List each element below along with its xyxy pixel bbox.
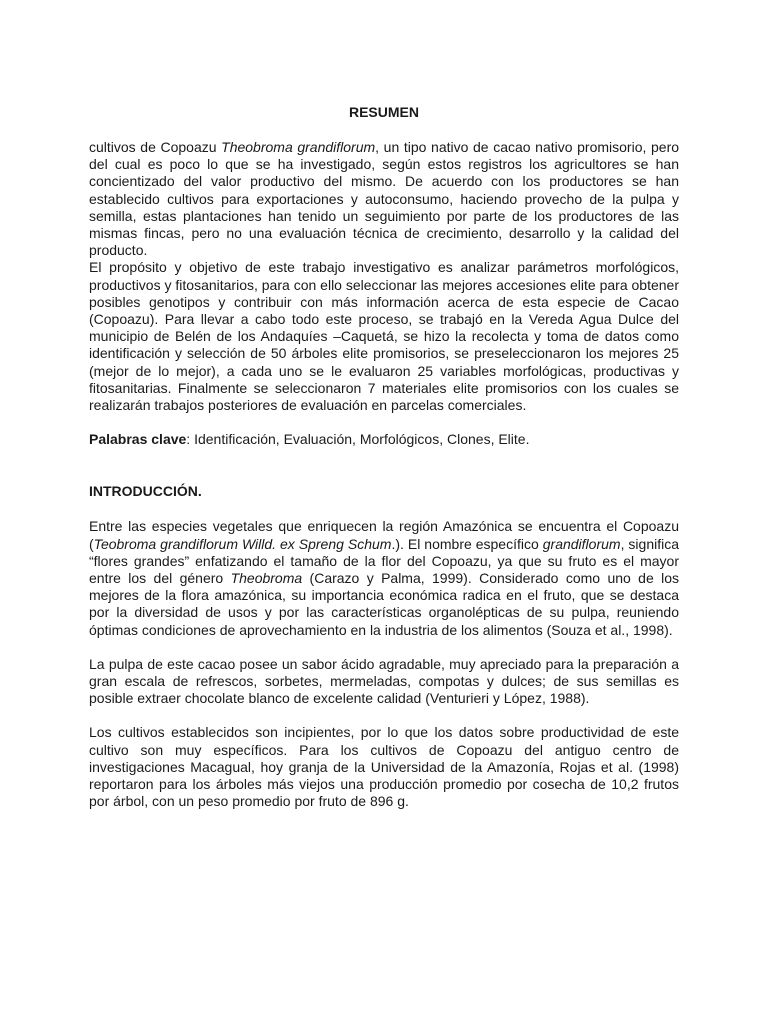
intro-p1-text-g: (Carazo y Palma, 1999). Considerado como uno de los mejores de la flora amazónica, su importancia económica radica en el fruto, que se destaca por la diversidad de usos y por las características organolépticas de su pulpa, reuniendo óptimas condiciones de aprovechamiento en la industria de los alimentos (Souza et al., 1998). <box>89 570 680 638</box>
intro-paragraph-3: Los cultivos establecidos son incipientes, por lo que los datos sobre productividad de este cultivo son muy específicos. Para los cultivos de Copoazu del antiguo centro de investigaciones Macagual, hoy granja de la Universidad de la Amazonía, Rojas et al. (1998) reportaron para los árboles más viejos una producción promedio por cosecha de 10,2 frutos por árbol, con un peso promedio por fruto de 896 g. <box>89 724 679 810</box>
resumen-heading: RESUMEN <box>348 104 419 120</box>
intro-paragraph-2: La pulpa de este cacao posee un sabor ácido agradable, muy apreciado para la preparación a gran escala de refrescos, sorbetes, mermeladas, compotas y dulces; de sus semillas es posible extraer chocolate blanco de excelente calidad (Venturieri y López, 1988). <box>89 655 679 707</box>
keywords-label: Palabras clave <box>89 431 187 448</box>
intro-p1-text-a: Entre las especies vegetales que enriquecen la región Amazónica se encuentra el Copoazu ( <box>89 518 679 552</box>
intro-p1-genus: Theobroma <box>230 570 303 587</box>
spacer <box>89 707 679 724</box>
resumen-paragraph-1 <box>89 139 679 259</box>
keywords-text: : Identificación, Evaluación, Morfológicos, Clones, Elite. <box>186 431 530 448</box>
spacer <box>89 448 679 483</box>
intro-p1-text-c: .). El nombre específico <box>391 535 543 552</box>
document-page <box>89 104 679 811</box>
intro-p1-text-e: , significa “flores grandes” enfatizando el tamaño de la flor del Copoazu, ya que su fruto es el mayor entre los del género <box>89 535 680 587</box>
spacer <box>89 414 679 431</box>
introduccion-heading: INTRODUCCIÓN. <box>89 483 202 500</box>
resumen-p1-species: Theobroma grandiflorum <box>221 139 376 155</box>
resumen-paragraph-2: El propósito y objetivo de este trabajo investigativo es analizar parámetros morfológicos, productivos y fitosanitarios, para con ello seleccionar las mejores accesiones elite para obtener posibles genotipos y contribuir con más información acerca de esta especie de Cacao (Copoazu). Para llevar a cabo todo este proceso, se trabajó en la Vereda Agua Dulce del municipio de Belén de los Andaquíes –Caquetá, se hizo la recolecta y toma de datos como identificación y selección de 50 árboles elite promisorios, se preseleccionaron los mejores 25 (mejor de lo mejor), a cada uno se le evaluaron 25 variables morfológicas, productivas y fitosanitarias. Finalmente se seleccionaron 7 materiales elite promisorios con los cuales se realizarán trabajos posteriores de evaluación en parcelas comerciales. <box>89 259 679 414</box>
resumen-p1-text-c: , un tipo nativo de cacao nativo promisorio, pero del cual es poco lo que se ha investigado, según estos registros los agricultores se han concientizado del valor productivo del mismo. De acuerdo con los productores se han establecido cultivos para exportaciones y autoconsumo, haciendo provecho de la pulpa y semilla, estas plantaciones han tenido un seguimiento por parte de los productores de las mismas fincas, pero no una evaluación técnica de crecimiento, desarrollo y la calidad del producto. <box>89 139 680 259</box>
keywords-line <box>89 431 679 448</box>
resumen-p1-text-a: cultivos de Copoazu <box>89 139 222 155</box>
spacer <box>89 639 679 656</box>
intro-p1-epithet: grandiflorum <box>542 535 621 552</box>
intro-paragraph-1 <box>89 518 679 638</box>
intro-p1-species: Teobroma grandiflorum Willd. ex Spreng Schum <box>93 535 392 552</box>
